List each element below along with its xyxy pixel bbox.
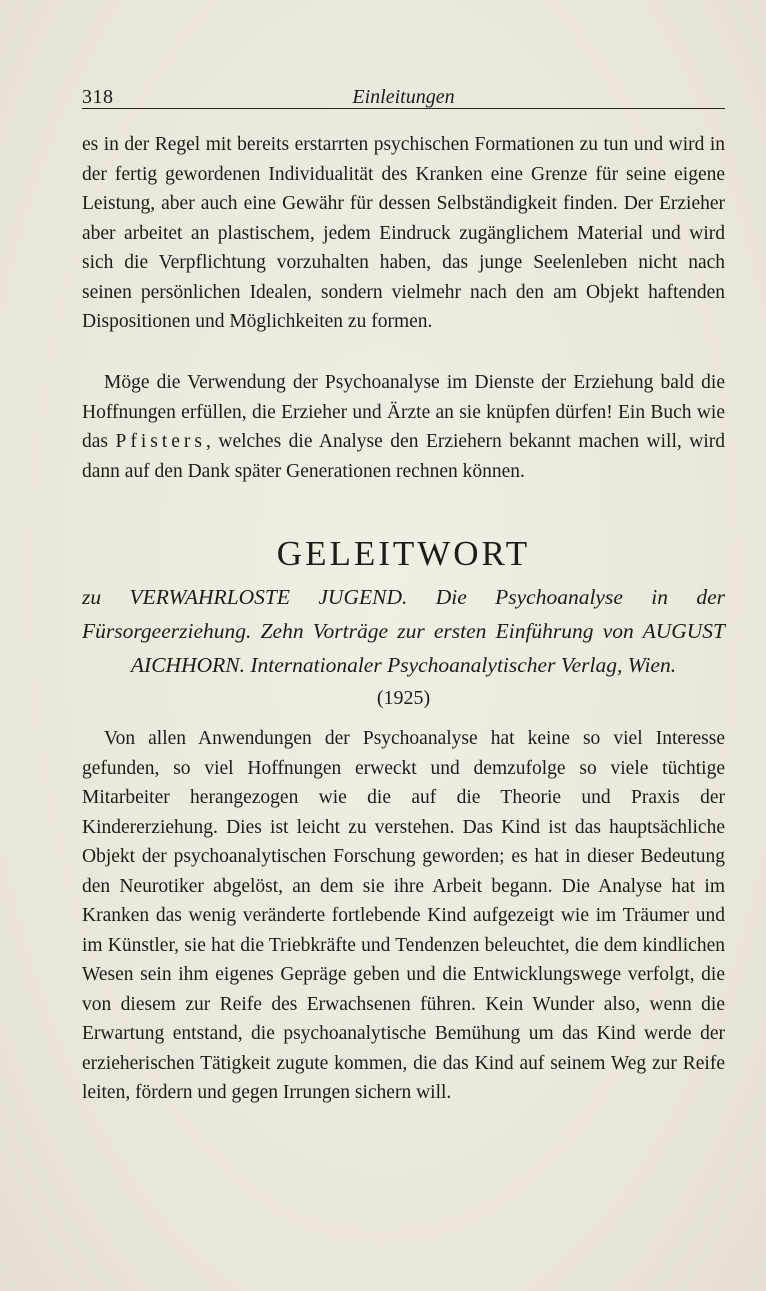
paragraph-closing-text-end: , welches die Analyse den Erziehern bekannt machen will, wird dann auf den Dank später Generationen rechnen können.: [82, 431, 726, 482]
page-number: 318: [82, 86, 114, 108]
paragraph-closing-text-start: Möge die Verwendung der Psychoanalyse im Dienste der Erziehung bald die Hoffnungen erfüllen, die Erzieher und Ärzte an sie knüpfen dürfen! Ein Buch wie das: [82, 372, 725, 452]
paragraph-closing: [82, 368, 725, 486]
paragraph-continuation: es in der Regel mit bereits erstarrten psychischen Formationen zu tun und wird in der fertig gewordenen Individualität des Kranken eine Grenze für seine eigene Leistung, aber auch eine Gewähr für dessen Selbständigkeit finden. Der Erzieher aber arbeitet an plastischem, jedem Eindruck zugänglichem Material und wird sich die Verpflichtung vorzuhalten haben, das junge Seelenleben nicht nach seinen persönlichen Idealen, sondern vielmehr nach den am Objekt haftenden Dispositionen und Möglichkeiten zu formen.: [82, 134, 725, 332]
running-head: [82, 82, 725, 109]
running-title: Einleitungen: [352, 86, 455, 108]
paragraph-geleitwort: Von allen Anwendungen der Psychoanalyse hat keine so viel Interesse gefunden, so viel Hoffnungen erweckt und demzufolge so viele tüchtige Mitarbeiter herangezogen wie die auf die Theorie und Praxis der Kindererziehung. Dies ist leicht zu verstehen. Das Kind ist das hauptsächliche Objekt der psychoanalytischen Forschung geworden; es hat in dieser Bedeutung den Neurotiker abgelöst, an dem sie ihre Arbeit begann. Die Analyse hat im Kranken das wenig veränderte fortlebende Kind aufgezeigt wie im Träumer und im Künstler, sie hat die Triebkräfte und Tendenzen beleuchtet, die dem kindlichen Wesen sein ihm eigenes Gepräge geben und die Entwicklungswege verfolgt, die von diesem zur Reife des Erwachsenen führen. Kein Wunder also, wenn die Erwartung entstand, die psychoanalytische Bemühung um das Kind werde der erzieherischen Tätigkeit zugute kommen, die das Kind auf seinem Weg zur Reife leiten, fördern und gegen Irrungen sichern will.: [82, 728, 725, 1103]
section-heading: GELEITWORT: [276, 534, 531, 573]
section-subtitle: zu VERWAHRLOSTE JUGEND. Die Psychoanalyse in der Fürsorgeerziehung. Zehn Vorträge zur ersten Einführung von AUGUST AICHHORN. Internationaler Psychoanalytischer Verlag, Wien.: [82, 585, 725, 677]
author-name-pfister: Pfisters: [115, 431, 206, 452]
section-year: (1925): [376, 687, 431, 709]
